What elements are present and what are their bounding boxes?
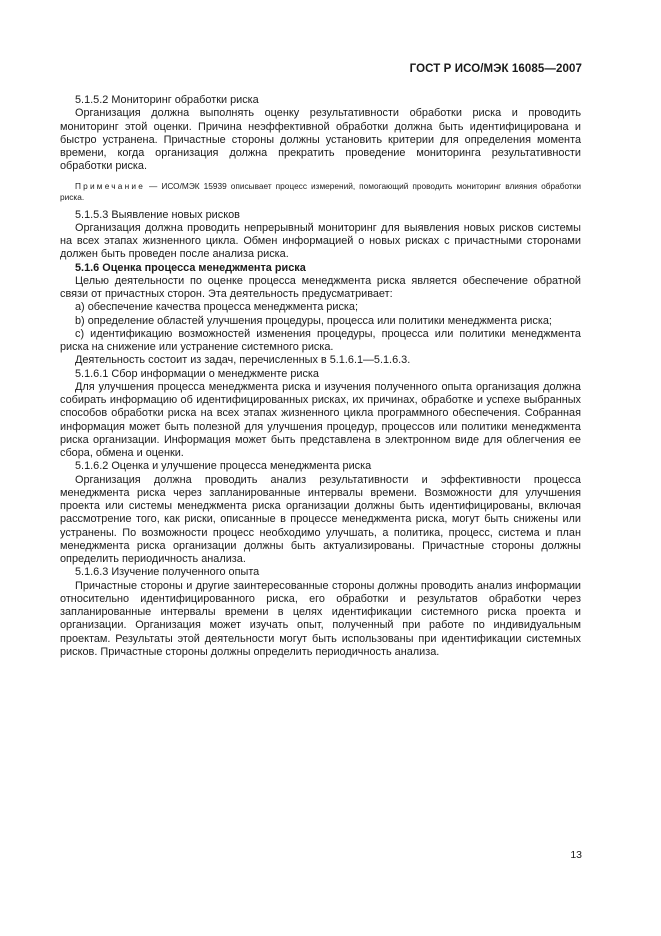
note-label: Примечание [75, 180, 146, 191]
note-paragraph [60, 181, 581, 203]
document-header: ГОСТ Р ИСО/МЭК 16085—2007 [409, 63, 582, 75]
section-heading-5-1-6-2: 5.1.6.2 Оценка и улучшение процесса менеджмента риска [75, 460, 372, 473]
note-text: — ИСО/МЭК 15939 описывает процесс измерений, помогающий проводить мониторинг влияния обработки риска. [60, 180, 581, 202]
document-body [60, 94, 581, 659]
body-paragraph: Причастные стороны и другие заинтересованные стороны должны проводить анализ информации относительно идентифицированного риска, его обработки и результатов обработки через запланированные интервалы времени в целях идентификации системного риска проекта и организации. Организация может изучать опыт, полученный при работе по индивидуальным проектам. Результаты этой деятельности могут быть использованы при идентификации системных рисков. Причастные стороны должны определить периодичность анализа. [60, 579, 581, 658]
section-heading-5-1-6-3: 5.1.6.3 Изучение полученного опыта [75, 566, 260, 579]
list-item-a: a) обеспечение качества процесса менеджмента риска; [75, 301, 358, 314]
list-item-c: c) идентификацию возможностей изменения процедуры, процесса или политики менеджмента риска на снижение или устранение системного риска. [60, 327, 581, 353]
body-paragraph: Организация должна проводить анализ результативности и эффективности процесса менеджмента риска через запланированные интервалы времени. Возможности для улучшения проекта или системы менеджмента риска организации должны быть идентифицированы, включая рассмотрение того, как риски, описанные в процессе менеджмента риска, могут быть снижены или устранены. По возможности процесс необходимо улучшать, а политика, процесс, система и план менеджмента риска организации должны быть актуализированы. Причастные стороны должны определить периодичность анализа. [60, 473, 581, 565]
list-item-b: b) определение областей улучшения процедуры, процесса или политики менеджмента риска; [75, 314, 552, 327]
section-heading-5-1-6-1: 5.1.6.1 Сбор информации о менеджменте риска [75, 367, 319, 380]
body-paragraph: Организация должна выполнять оценку результативности обработки риска и проводить мониторинг этой оценки. Причина неэффективной обработки должна быть идентифицирована и быстро устранена. Причастные стороны должны установить критерии для определения момента времени, когда организация должна прекратить проведение мониторинга результативности обработки риска. [60, 107, 581, 173]
page-number: 13 [570, 849, 582, 861]
section-heading-5-1-5-3: 5.1.5.3 Выявление новых рисков [75, 208, 240, 221]
section-heading-5-1-5-2: 5.1.5.2 Мониторинг обработки риска [75, 94, 259, 106]
section-heading-5-1-6: 5.1.6 Оценка процесса менеджмента риска [75, 261, 306, 274]
body-paragraph: Целью деятельности по оценке процесса менеджмента риска является обеспечение обратной связи от причастных сторон. Эта деятельность предусматривает: [60, 274, 581, 300]
body-paragraph: Деятельность состоит из задач, перечисленных в 5.1.6.1—5.1.6.3. [75, 354, 411, 367]
body-paragraph: Организация должна проводить непрерывный мониторинг для выявления новых рисков системы на всех этапах жизненного цикла. Обмен информацией о новых рисках с причастными сторонами должен быть проведен после анализа риска. [60, 221, 581, 261]
body-paragraph: Для улучшения процесса менеджмента риска и изучения полученного опыта организация должна собирать информацию об идентифицированных рисках, их причинах, обработке и успехе выбранных способов обработки риска на всех этапах жизненного цикла программного обеспечения. Собранная информация может быть полезной для улучшения процедур, процессов или политики менеджмента риска организации. Информация может быть представлена в электронном виде для облегчения ее сбора, обмена и оценки. [60, 380, 581, 459]
